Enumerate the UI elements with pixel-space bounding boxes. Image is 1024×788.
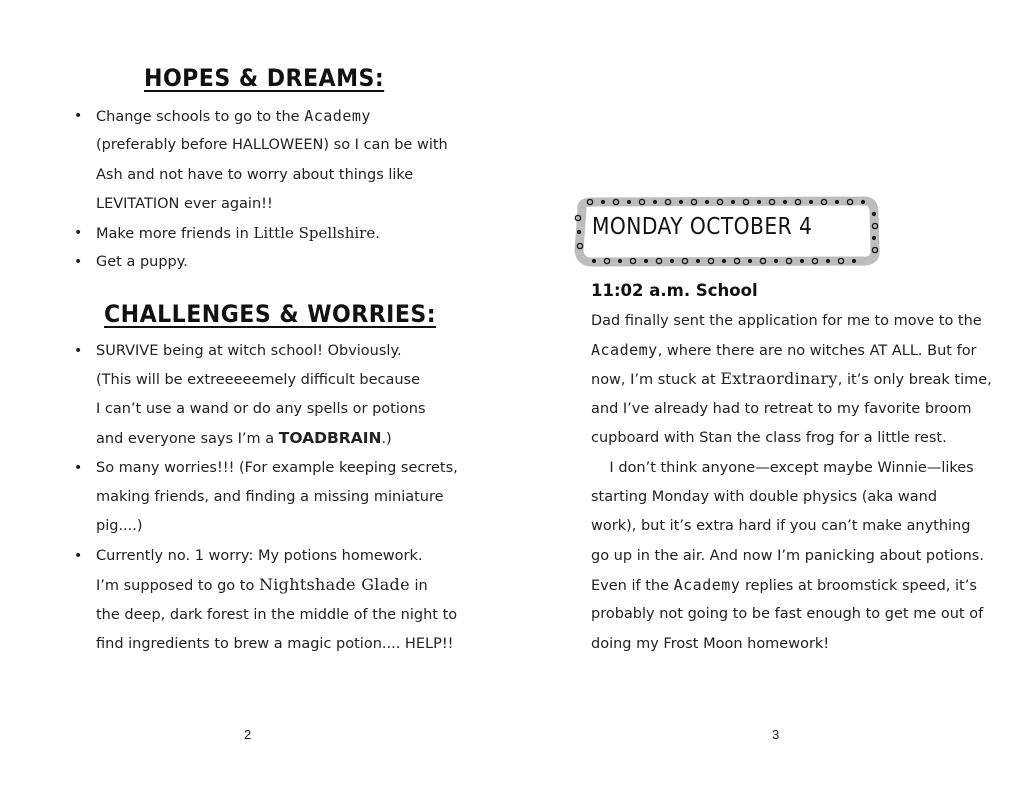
place-name: Little Spellshire — [253, 224, 376, 242]
paragraph-line: starting Monday with double physics (aka wand — [591, 489, 938, 505]
list-line: pig....) — [96, 518, 143, 534]
frame-dot — [748, 259, 751, 262]
frame-dot — [826, 259, 829, 262]
frame-dot — [653, 200, 656, 203]
line-text: .) — [381, 431, 392, 447]
time-heading: 11:02 a.m. School — [591, 281, 758, 300]
frame-dot — [731, 200, 734, 203]
challenges-worries-heading: CHALLENGES & WORRIES: — [104, 300, 437, 328]
line-text: and everyone says I’m a — [96, 431, 279, 447]
bullet-icon: • — [74, 225, 83, 241]
date-heading: MONDAY OCTOBER 4 — [592, 214, 813, 240]
paragraph-line: work), but it’s extra hard if you can’t make anything — [591, 518, 971, 534]
place-name: Nightshade Glade — [258, 575, 410, 594]
line-text: I’m supposed to go to — [96, 578, 259, 594]
frame-dot — [835, 200, 838, 203]
academy-word: Academy — [673, 576, 741, 594]
line-text: , it’s only break time, — [837, 372, 992, 388]
frame-dot — [800, 259, 803, 262]
date-banner — [572, 196, 874, 262]
frame-dot — [705, 200, 708, 203]
frame-dot — [783, 200, 786, 203]
list-line: find ingredients to brew a magic potion.... HELP!! — [96, 636, 454, 652]
list-line — [96, 224, 380, 243]
frame-dot — [679, 200, 682, 203]
list-line: SURVIVE being at witch school! Obviously. — [96, 343, 402, 359]
line-text: . — [375, 226, 380, 242]
page-number: 2 — [244, 727, 252, 742]
list-line: I can’t use a wand or do any spells or potions — [96, 401, 426, 417]
frame-dot — [872, 236, 875, 239]
list-line: LEVITATION ever again!! — [96, 196, 273, 212]
bullet-icon: • — [74, 343, 83, 359]
page-number: 3 — [772, 727, 780, 742]
paragraph-line: probably not going to be fast enough to get me out of — [591, 606, 984, 622]
paragraph-line: doing my Frost Moon homework! — [591, 636, 830, 652]
frame-dot — [577, 230, 580, 233]
line-text: Change schools to go to the — [96, 109, 305, 125]
frame-dot — [601, 200, 604, 203]
paragraph-line — [591, 576, 977, 595]
frame-dot — [872, 212, 875, 215]
paragraph-line: and I’ve already had to retreat to my favorite broom — [591, 401, 972, 417]
frame-dot — [774, 259, 777, 262]
paragraph-line: cupboard with Stan the class frog for a little rest. — [591, 430, 947, 446]
frame-dot — [696, 259, 699, 262]
list-line: (preferably before HALLOWEEN) so I can be with — [96, 137, 448, 153]
list-line: Currently no. 1 worry: My potions homework. — [96, 548, 423, 564]
list-line: (This will be extreeeeemely difficult because — [96, 372, 421, 388]
bullet-icon: • — [74, 254, 83, 270]
hopes-dreams-heading: HOPES & DREAMS: — [144, 64, 385, 92]
frame-dot — [861, 200, 864, 203]
paragraph-line: I don’t think anyone—except maybe Winnie—likes — [591, 460, 974, 476]
paragraph-line — [591, 341, 977, 360]
line-text: now, I’m stuck at — [591, 372, 721, 388]
line-text: Make more friends in — [96, 226, 254, 242]
paragraph-line — [591, 370, 992, 389]
bullet-icon: • — [74, 548, 83, 564]
frame-dot — [757, 200, 760, 203]
paragraph-line: go up in the air. And now I’m panicking about potions. — [591, 548, 984, 564]
line-text: replies at broomstick speed, it’s — [740, 578, 977, 594]
frame-dot — [618, 259, 621, 262]
frame-dot — [644, 259, 647, 262]
frame-dot — [722, 259, 725, 262]
school-name: Extraordinary — [720, 369, 838, 388]
list-line: Ash and not have to worry about things like — [96, 167, 414, 183]
list-line: So many worries!!! (For example keeping secrets, — [96, 460, 458, 476]
paragraph-line: Dad finally sent the application for me to move to the — [591, 313, 982, 329]
line-text: in — [409, 578, 428, 594]
academy-word: Academy — [304, 107, 371, 125]
toadbrain-word: TOADBRAIN — [278, 429, 382, 447]
list-line — [96, 576, 428, 595]
academy-word: Academy — [591, 341, 658, 359]
list-line — [96, 429, 392, 448]
line-text: , where there are no witches AT ALL. But for — [657, 343, 977, 359]
frame-dot — [670, 259, 673, 262]
frame-dot — [809, 200, 812, 203]
bullet-icon: • — [74, 108, 83, 124]
bullet-icon: • — [74, 460, 83, 476]
frame-dot — [627, 200, 630, 203]
frame-dot — [592, 259, 595, 262]
list-line: making friends, and finding a missing miniature — [96, 489, 444, 505]
frame-dot — [852, 259, 855, 262]
right-page — [512, 0, 1024, 788]
list-line — [96, 107, 371, 126]
list-line: the deep, dark forest in the middle of the night to — [96, 607, 458, 623]
line-text: Even if the — [591, 578, 674, 594]
list-line: Get a puppy. — [96, 254, 188, 270]
